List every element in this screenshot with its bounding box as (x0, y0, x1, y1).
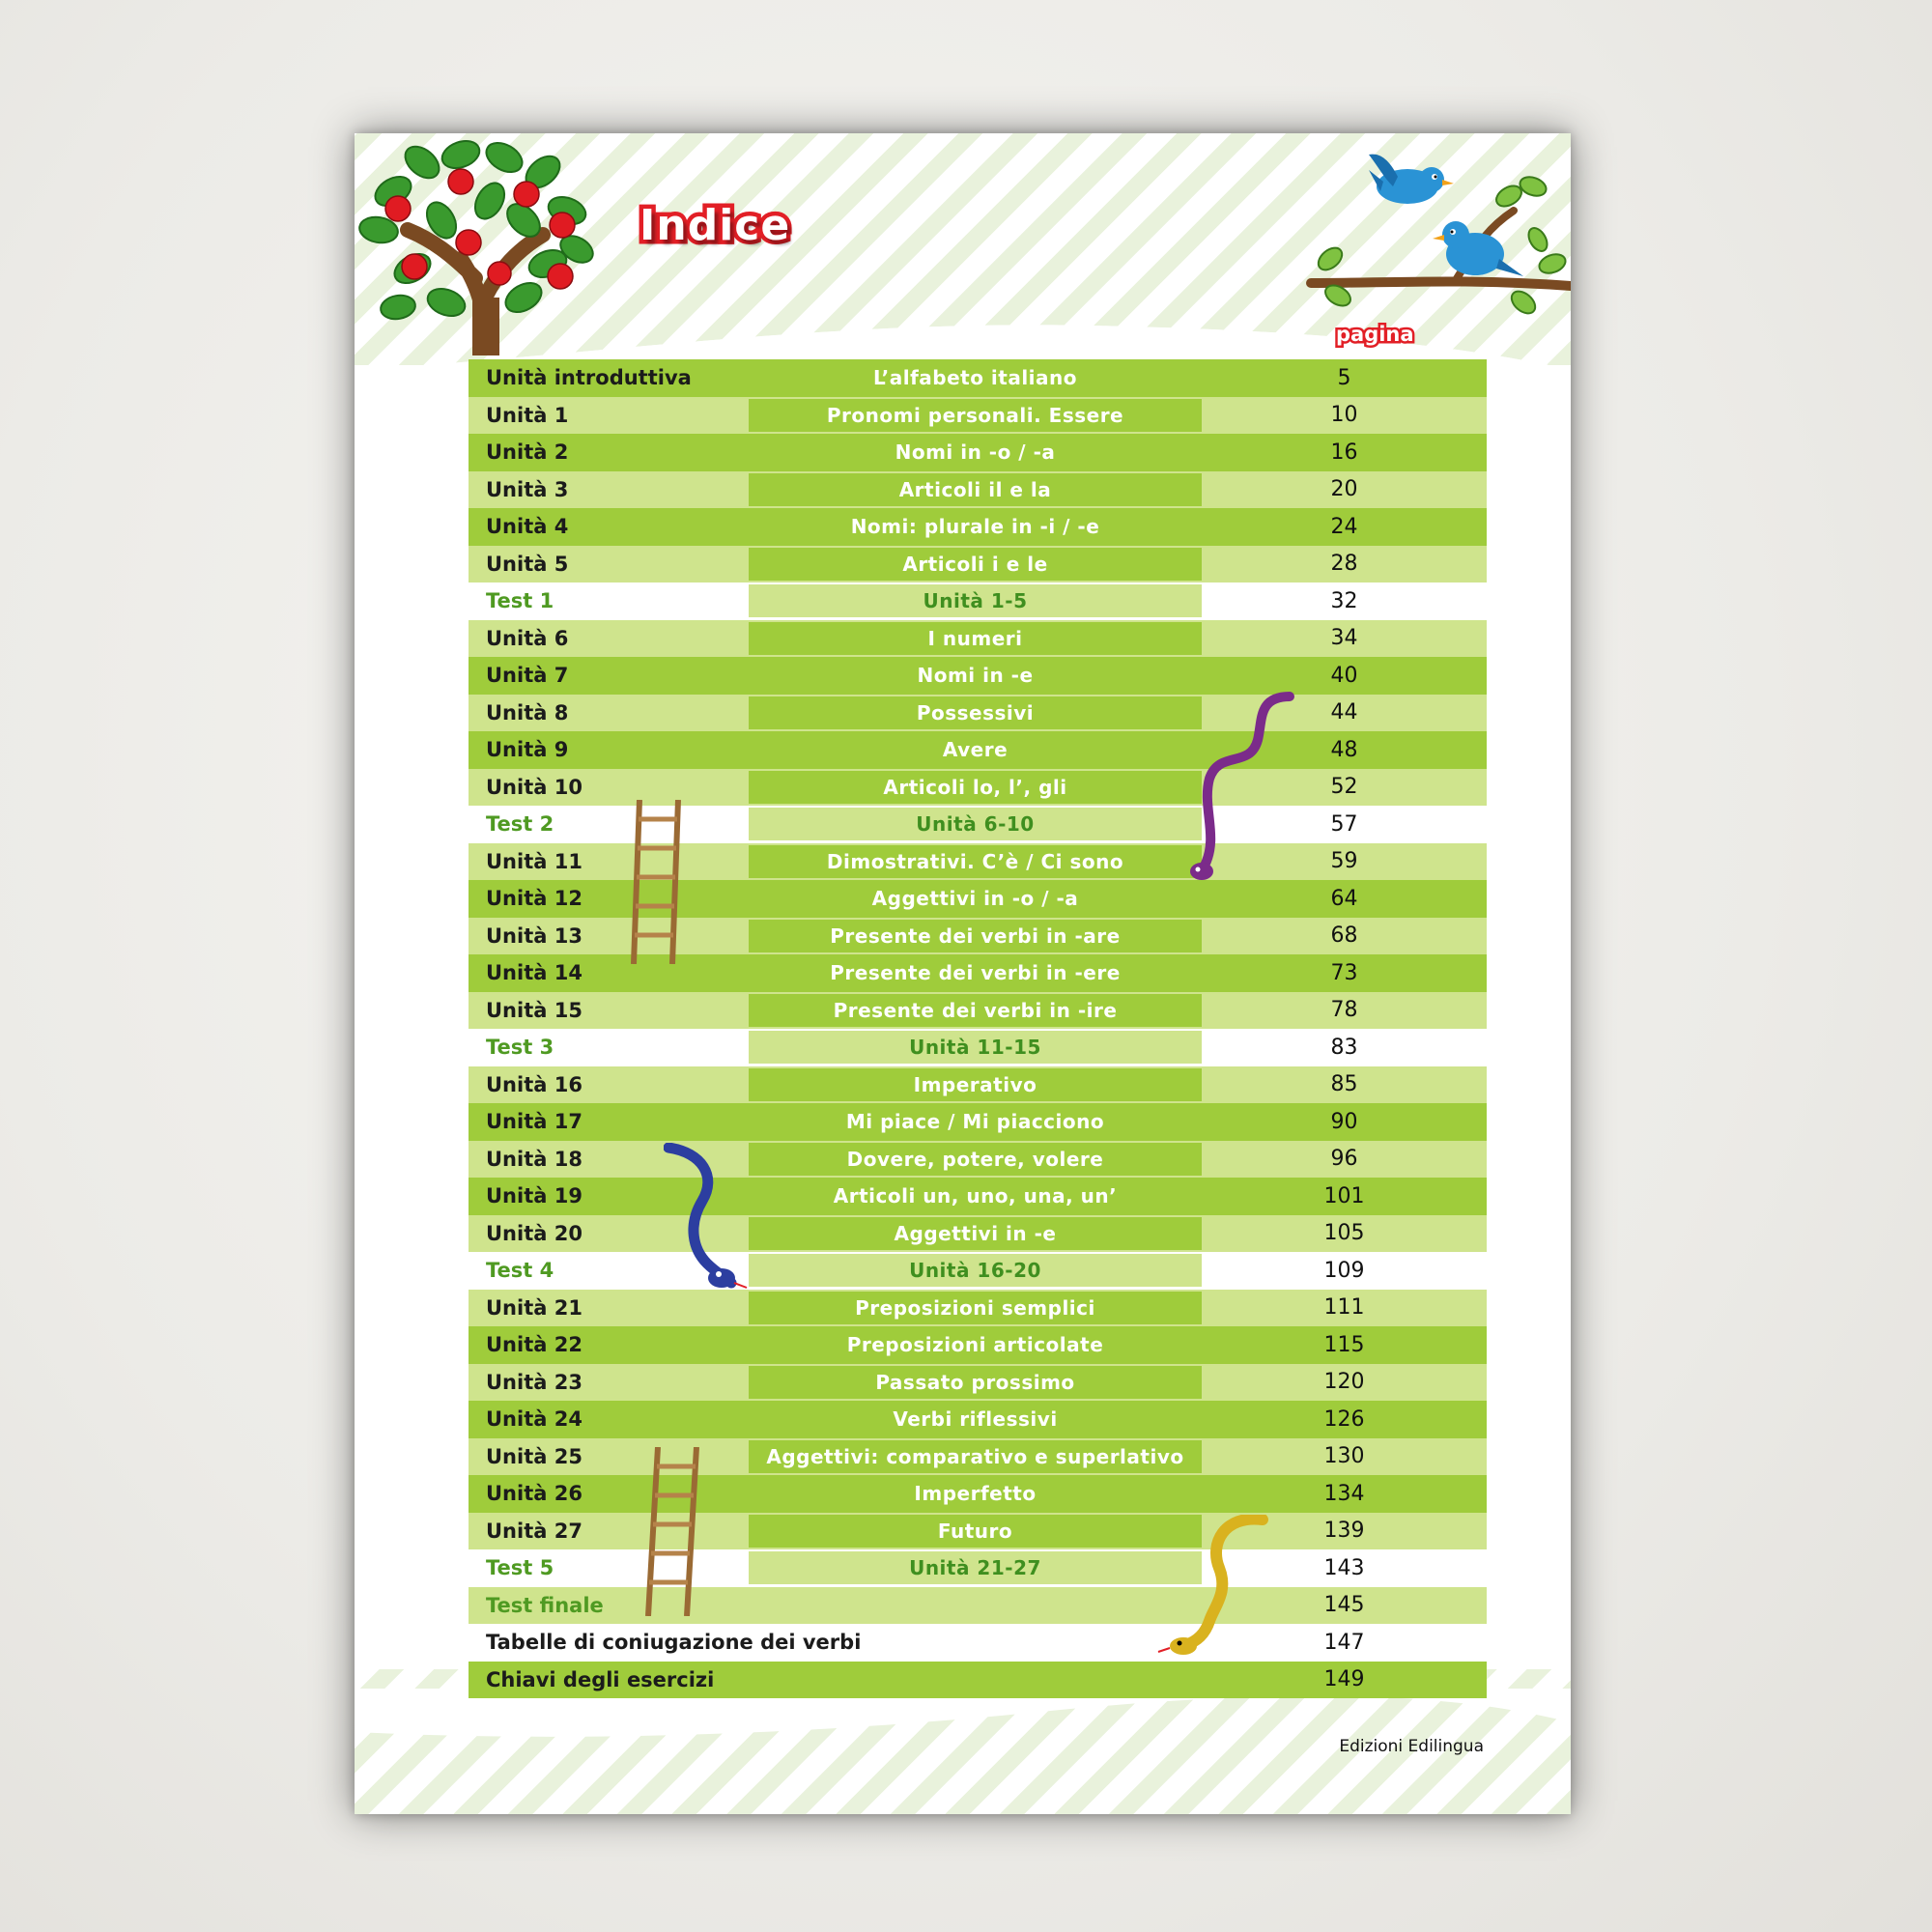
toc-topic (749, 1626, 1202, 1659)
toc-page-number: 57 (1330, 811, 1358, 837)
toc-unit-label: Chiavi degli esercizi (486, 1667, 715, 1691)
table-row[interactable] (469, 731, 1487, 769)
toc-topic: L’alfabeto italiano (749, 361, 1202, 394)
toc-unit-label: Unità 22 (486, 1333, 582, 1357)
table-row[interactable] (469, 1401, 1487, 1438)
toc-topic: Imperativo (749, 1068, 1202, 1101)
toc-topic: Presente dei verbi in -are (749, 920, 1202, 952)
table-of-contents (469, 359, 1487, 1698)
apple-tree-icon (355, 133, 644, 355)
toc-topic: Nomi: plurale in -i / -e (749, 510, 1202, 543)
toc-page-number: 111 (1323, 1295, 1365, 1321)
toc-page-number: 16 (1330, 440, 1358, 465)
toc-unit-label: Test finale (486, 1593, 604, 1617)
toc-topic: Articoli il e la (749, 473, 1202, 506)
toc-unit-label: Unità 18 (486, 1147, 582, 1171)
toc-unit-label: Unità 12 (486, 887, 582, 911)
publisher-name: Edizioni Edilingua (1339, 1737, 1484, 1756)
toc-unit-label: Test 4 (486, 1259, 554, 1283)
table-row[interactable] (469, 508, 1487, 546)
toc-unit-label: Unità 16 (486, 1072, 582, 1096)
toc-page-number: 85 (1330, 1072, 1358, 1097)
toc-unit-label: Unità 27 (486, 1519, 582, 1543)
toc-page-number: 10 (1330, 403, 1358, 428)
toc-topic: Aggettivi in -e (749, 1217, 1202, 1250)
toc-topic: Avere (749, 733, 1202, 766)
ladder-icon-lower (644, 1447, 702, 1616)
toc-topic: I numeri (749, 622, 1202, 655)
toc-topic: Aggettivi in -o / -a (749, 882, 1202, 915)
purple-snake-icon (1180, 692, 1296, 885)
toc-page-number: 5 (1337, 365, 1351, 390)
toc-topic: Possessivi (749, 696, 1202, 729)
bird-flying (1369, 155, 1454, 204)
birds-branch-icon (1224, 143, 1571, 317)
toc-page-number: 109 (1323, 1258, 1365, 1283)
toc-page-number: 115 (1323, 1332, 1365, 1357)
toc-unit-label: Unità 6 (486, 626, 569, 650)
toc-page-number: 130 (1323, 1444, 1365, 1469)
page-title: Indice (639, 201, 791, 250)
toc-page-number: 134 (1323, 1481, 1365, 1506)
table-row[interactable] (469, 1513, 1487, 1550)
table-row[interactable] (469, 954, 1487, 992)
toc-page-number: 145 (1323, 1593, 1365, 1618)
toc-page-number: 48 (1330, 737, 1358, 762)
table-row[interactable] (469, 1178, 1487, 1215)
toc-topic: Articoli i e le (749, 548, 1202, 581)
toc-unit-label: Unità 11 (486, 849, 582, 873)
page-column-label: pagina (1336, 323, 1414, 346)
toc-unit-label: Unità 1 (486, 403, 569, 427)
table-row[interactable] (469, 880, 1487, 918)
toc-page-number: 24 (1330, 514, 1358, 539)
toc-topic: Verbi riflessivi (749, 1403, 1202, 1435)
table-row[interactable] (469, 397, 1487, 435)
toc-topic: Nomi in -e (749, 659, 1202, 692)
toc-topic: Aggettivi: comparativo e superlativo (749, 1440, 1202, 1473)
table-row[interactable] (469, 1029, 1487, 1066)
toc-unit-label: Unità 4 (486, 515, 569, 539)
toc-topic: Dovere, potere, volere (749, 1143, 1202, 1176)
toc-topic: Presente dei verbi in -ire (749, 994, 1202, 1027)
toc-page-number: 40 (1330, 663, 1358, 688)
toc-page-number: 101 (1323, 1183, 1365, 1208)
toc-unit-label: Tabelle di coniugazione dei verbi (486, 1631, 862, 1655)
toc-page-number: 59 (1330, 849, 1358, 874)
toc-topic: Futuro (749, 1515, 1202, 1548)
toc-unit-label: Unità 13 (486, 923, 582, 948)
toc-page-number: 126 (1323, 1406, 1365, 1432)
toc-unit-label: Unità 20 (486, 1221, 582, 1245)
toc-topic: Dimostrativi. C’è / Ci sono (749, 845, 1202, 878)
toc-topic: Nomi in -o / -a (749, 436, 1202, 469)
toc-unit-label: Test 5 (486, 1556, 554, 1580)
toc-unit-label: Unità 23 (486, 1370, 582, 1394)
toc-unit-label: Unità 14 (486, 961, 582, 985)
toc-page (355, 133, 1571, 1814)
bird-perched (1433, 221, 1523, 276)
table-row[interactable] (469, 1662, 1487, 1699)
toc-unit-label: Unità 5 (486, 552, 569, 576)
toc-page-number: 73 (1330, 960, 1358, 985)
toc-unit-label: Unità introduttiva (486, 366, 692, 390)
toc-unit-label: Unità 26 (486, 1482, 582, 1506)
table-row[interactable] (469, 1438, 1487, 1476)
toc-page-number: 44 (1330, 700, 1358, 725)
toc-unit-label: Unità 3 (486, 477, 569, 501)
toc-page-number: 143 (1323, 1555, 1365, 1580)
toc-unit-label: Unità 24 (486, 1407, 582, 1432)
table-row[interactable] (469, 1141, 1487, 1179)
toc-page-number: 52 (1330, 775, 1358, 800)
toc-topic: Preposizioni semplici (749, 1292, 1202, 1324)
table-row[interactable] (469, 471, 1487, 509)
toc-unit-label: Test 3 (486, 1036, 554, 1060)
toc-topic: Passato prossimo (749, 1366, 1202, 1399)
table-row[interactable] (469, 1252, 1487, 1290)
table-row[interactable] (469, 992, 1487, 1030)
toc-unit-label: Test 1 (486, 589, 554, 613)
toc-page-number: 78 (1330, 998, 1358, 1023)
table-row[interactable] (469, 695, 1487, 732)
toc-page-number: 149 (1323, 1667, 1365, 1692)
toc-topic: Articoli un, uno, una, un’ (749, 1179, 1202, 1212)
table-row[interactable] (469, 843, 1487, 881)
toc-page-number: 64 (1330, 886, 1358, 911)
table-row[interactable] (469, 1103, 1487, 1141)
toc-page-number: 96 (1330, 1147, 1358, 1172)
table-row[interactable] (469, 1066, 1487, 1104)
table-row[interactable] (469, 1624, 1487, 1662)
toc-page-number: 32 (1330, 588, 1358, 613)
yellow-snake-icon (1156, 1515, 1272, 1660)
toc-topic: Articoli lo, l’, gli (749, 771, 1202, 804)
toc-page-number: 83 (1330, 1035, 1358, 1060)
table-row[interactable] (469, 1549, 1487, 1587)
ladder-icon (630, 800, 688, 964)
table-row[interactable] (469, 769, 1487, 807)
toc-unit-label: Unità 2 (486, 440, 569, 465)
table-row[interactable] (469, 434, 1487, 471)
table-row[interactable] (469, 546, 1487, 583)
toc-page-number: 20 (1330, 477, 1358, 502)
toc-topic (749, 1589, 1202, 1622)
toc-topic (749, 1663, 1202, 1696)
toc-page-number: 34 (1330, 626, 1358, 651)
toc-page-number: 68 (1330, 923, 1358, 949)
toc-unit-label: Unità 8 (486, 700, 569, 724)
table-row[interactable] (469, 1364, 1487, 1402)
table-row[interactable] (469, 1326, 1487, 1364)
blue-snake-icon (664, 1143, 751, 1297)
toc-unit-label: Unità 15 (486, 998, 582, 1022)
table-row[interactable] (469, 806, 1487, 843)
table-row[interactable] (469, 918, 1487, 955)
table-row[interactable] (469, 620, 1487, 658)
toc-unit-label: Unità 17 (486, 1110, 582, 1134)
table-row[interactable] (469, 1475, 1487, 1513)
toc-topic: Unità 11-15 (749, 1031, 1202, 1064)
toc-unit-label: Unità 19 (486, 1184, 582, 1208)
table-row[interactable] (469, 582, 1487, 620)
toc-unit-label: Test 2 (486, 812, 554, 837)
toc-topic: Unità 1-5 (749, 584, 1202, 617)
toc-unit-label: Unità 10 (486, 775, 582, 799)
toc-unit-label: Unità 7 (486, 664, 569, 688)
toc-unit-label: Unità 21 (486, 1295, 582, 1320)
toc-topic: Imperfetto (749, 1477, 1202, 1510)
toc-topic: Unità 16-20 (749, 1254, 1202, 1287)
toc-page-number: 139 (1323, 1519, 1365, 1544)
toc-topic: Unità 21-27 (749, 1551, 1202, 1584)
toc-topic: Mi piace / Mi piacciono (749, 1105, 1202, 1138)
toc-topic: Presente dei verbi in -ere (749, 956, 1202, 989)
table-row[interactable] (469, 657, 1487, 695)
toc-topic: Unità 6-10 (749, 808, 1202, 840)
toc-topic: Preposizioni articolate (749, 1328, 1202, 1361)
toc-page-number: 90 (1330, 1109, 1358, 1134)
toc-page-number: 105 (1323, 1221, 1365, 1246)
toc-page-number: 120 (1323, 1370, 1365, 1395)
toc-unit-label: Unità 9 (486, 738, 569, 762)
toc-unit-label: Unità 25 (486, 1444, 582, 1468)
toc-page-number: 147 (1323, 1630, 1365, 1655)
table-row[interactable] (469, 359, 1487, 397)
table-row[interactable] (469, 1587, 1487, 1625)
toc-topic: Pronomi personali. Essere (749, 399, 1202, 432)
table-row[interactable] (469, 1290, 1487, 1327)
toc-page-number: 28 (1330, 552, 1358, 577)
table-row[interactable] (469, 1215, 1487, 1253)
